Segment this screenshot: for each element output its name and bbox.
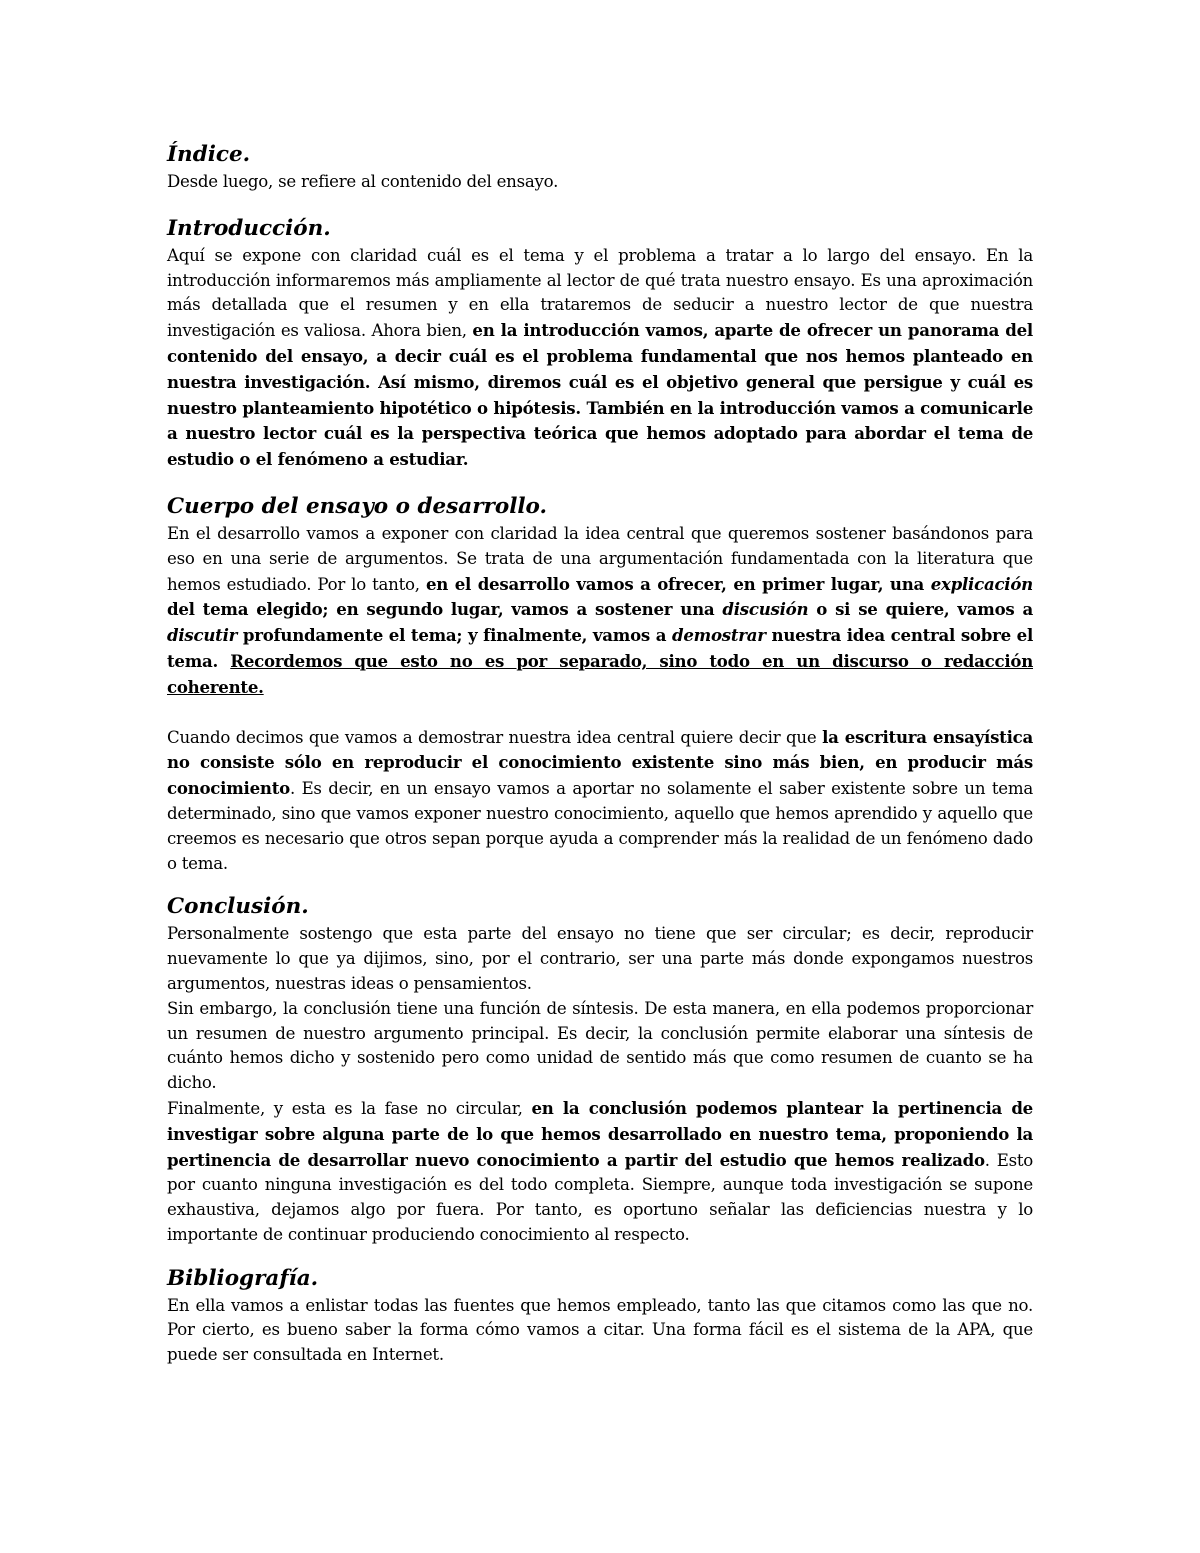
paragraph-introduccion <box>167 244 1033 473</box>
cuerpo-text-demostrar: demostrar <box>672 625 766 646</box>
conclusion3-text-normal-a: Finalmente, y esta es la fase no circular, <box>167 1098 532 1118</box>
cuerpo-text-bold-d: profundamente el tema; y finalmente, vamos a <box>237 625 673 646</box>
cuerpo-text-bold-b: del tema elegido; en segundo lugar, vamos a sostener una <box>167 599 723 620</box>
cuerpo2-text-bold: la escritura ensayística no consiste sólo en reproducir el conocimiento existente sino más bien, en producir más conocimiento <box>167 726 1033 799</box>
cuerpo-text-underlined: Recordemos que esto no es por separado, sino todo en un discurso o redacción coherente. <box>167 650 1034 697</box>
section-title-bibliografia: Bibliografía. <box>167 1265 319 1291</box>
section-title-indice: Índice. <box>167 142 251 167</box>
paragraph-indice: Desde luego, se refiere al contenido del ensayo. <box>167 172 559 191</box>
cuerpo2-text-normal-b: . Es decir, en un ensayo vamos a aportar no solamente el saber existente sobre un tema determinado, sino que vamos exponer nuestro conocimiento, aquello que hemos aprendido y aquello que creemos es necesario que otros sepan porque ayuda a comprender más la realidad de un fenómeno dado o tema. <box>167 779 1033 873</box>
document-page <box>167 140 1033 1368</box>
intro-text-normal: Aquí se expone con claridad cuál es el tema y el problema a tratar a lo largo del ensayo. En la introducción informaremos más ampliamente al lector de qué trata nuestro ensayo. Es una aproximación más detallada que el resumen y en ella trataremos de seducir a nuestro lector de que nuestra investigación es valiosa. Ahora bien, <box>167 245 1033 341</box>
paragraph-cuerpo-2 <box>167 725 1033 877</box>
section-title-cuerpo: Cuerpo del ensayo o desarrollo. <box>167 493 547 519</box>
conclusion3-text-bold: en la conclusión podemos plantear la pertinencia de investigar sobre alguna parte de lo que hemos desarrollado en nuestro tema, proponiendo la pertinencia de desarrollar nuevo conocimiento a partir del estudio que hemos realizado <box>167 1097 1033 1170</box>
cuerpo-text-bold-c: o si se quiere, vamos a <box>808 599 1033 620</box>
cuerpo-text-bold-e: nuestra idea central sobre el tema. <box>167 625 1034 671</box>
paragraph-conclusion-2: Sin embargo, la conclusión tiene una función de síntesis. De esta manera, en ella podemos proporcionar un resumen de nuestro argumento principal. Es decir, la conclusión permite elaborar una síntesis de cuánto hemos dicho y sostenido pero como unidad de sentido más que como resumen de cuanto se ha dicho. <box>167 998 1033 1093</box>
cuerpo-text-bold-a: en el desarrollo vamos a ofrecer, en primer lugar, una <box>425 573 931 594</box>
section-title-introduccion: Introducción. <box>167 215 331 241</box>
paragraph-bibliografia: En ella vamos a enlistar todas las fuentes que hemos empleado, tanto las que citamos como las que no. Por cierto, es bueno saber la forma cómo vamos a citar. Una forma fácil es el sistema de la APA, que puede ser consultada en Internet. <box>167 1295 1033 1365</box>
cuerpo-text-normal-a: En el desarrollo vamos a exponer con claridad la idea central que queremos sostener basándonos para eso en una serie de argumentos. Se trata de una argumentación fundamentada con la literatura que hemos estudiado. Por lo tanto, <box>167 523 1033 594</box>
intro-text-bold: en la introducción vamos, aparte de ofrecer un panorama del contenido del ensayo, a decir cuál es el problema fundamental que nos hemos planteado en nuestra investigación. Así mismo, diremos cuál es el objetivo general que persigue y cuál es nuestro planteamiento hipotético o hipótesis. También en la introducción vamos a comunicarle a nuestro lector cuál es la perspectiva teórica que hemos adoptado para abordar el tema de estudio o el fenómeno a estudiar. <box>167 320 1033 470</box>
conclusion3-text-normal-b: . Esto por cuanto ninguna investigación es del todo completa. Siempre, aunque toda investigación se supone exhaustiva, dejamos algo por fuera. Por tanto, es oportuno señalar las deficiencias nuestra y lo importante de continuar produciendo conocimiento al respecto. <box>167 1150 1033 1244</box>
cuerpo2-text-normal-a: Cuando decimos que vamos a demostrar nuestra idea central quiere decir que <box>167 727 823 747</box>
cuerpo-text-discutir: discutir <box>167 625 238 646</box>
paragraph-conclusion-1: Personalmente sostengo que esta parte del ensayo no tiene que ser circular; es decir, reproducir nuevamente lo que ya dijimos, sino, por el contrario, ser una parte más donde expongamos nuestros argumentos, nuestras ideas o pensamientos. <box>167 924 1033 993</box>
section-title-conclusion: Conclusión. <box>167 894 309 920</box>
paragraph-cuerpo-1 <box>167 522 1033 701</box>
cuerpo-text-explicacion: explicación <box>930 573 1033 594</box>
paragraph-conclusion-3 <box>167 1096 1033 1248</box>
cuerpo-text-discusion: discusión <box>722 599 809 620</box>
